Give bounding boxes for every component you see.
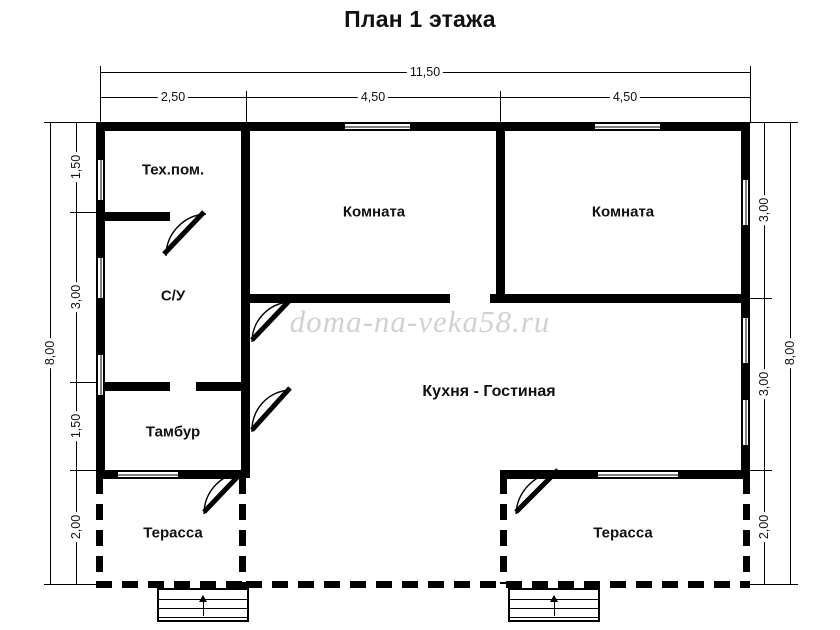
interior-wall-between-rooms bbox=[496, 122, 505, 303]
dim-ext-line bbox=[500, 97, 501, 123]
interior-wall-tech-bottom bbox=[96, 212, 170, 221]
door-tech-room bbox=[162, 212, 222, 266]
interior-wall-left-vertical-lower bbox=[241, 298, 250, 390]
window-left-bath bbox=[97, 258, 104, 298]
watermark: doma-na-veka58.ru bbox=[289, 304, 551, 339]
interior-wall-left-vertical-upper bbox=[241, 122, 250, 307]
door-kitchen-terrace bbox=[512, 470, 568, 524]
terrace-left-outline-bottom bbox=[96, 581, 246, 588]
dim-top-overall: 11,50 bbox=[407, 65, 443, 79]
window-bottom-vestibule bbox=[118, 471, 178, 478]
interior-wall-vestibule-vertical bbox=[241, 382, 250, 478]
window-bottom-kitchen bbox=[598, 471, 678, 478]
interior-wall-room-right-bottom bbox=[490, 294, 750, 303]
dim-top-seg-2: 4,50 bbox=[358, 90, 388, 104]
door-vestibule-inner bbox=[250, 388, 306, 444]
dim-right-seg-3: 2,00 bbox=[757, 512, 771, 542]
dim-right-overall: 8,00 bbox=[783, 338, 797, 368]
terrace-right-outline-bottom bbox=[246, 581, 750, 588]
dim-top-seg-1: 2,50 bbox=[158, 90, 188, 104]
dim-left-seg-3: 1,50 bbox=[69, 411, 83, 441]
dim-right-seg-1: 3,00 bbox=[757, 195, 771, 225]
stairs-right-terrace bbox=[508, 588, 600, 622]
window-left-tech bbox=[97, 160, 104, 200]
dim-right-seg-2: 3,00 bbox=[757, 369, 771, 399]
window-right-kitchen-upper bbox=[742, 318, 749, 363]
dim-left-seg-2: 3,00 bbox=[69, 282, 83, 312]
dim-ext-line bbox=[750, 584, 794, 585]
room-label-bathroom: С/У bbox=[160, 287, 186, 305]
dim-left-seg-4: 2,00 bbox=[69, 512, 83, 542]
room-label-terrace-left: Терасса bbox=[143, 524, 203, 542]
dim-ext-line bbox=[750, 72, 751, 122]
room-label-terrace-right: Терасса bbox=[593, 524, 653, 542]
terrace-left-outline-left bbox=[96, 478, 103, 588]
window-top-middle-room bbox=[345, 123, 410, 130]
room-label-tech-room: Тех.пом. bbox=[141, 161, 205, 179]
room-label-room-middle: Комната bbox=[342, 203, 406, 221]
interior-wall-bath-bottom-2 bbox=[196, 382, 250, 391]
dim-ext-line bbox=[246, 97, 247, 123]
window-right-kitchen-lower bbox=[742, 400, 749, 445]
dim-left-overall: 8,00 bbox=[43, 338, 57, 368]
interior-wall-bath-bottom bbox=[96, 382, 170, 391]
page-title: План 1 этажа bbox=[344, 6, 496, 32]
dim-left-seg-1: 1,50 bbox=[69, 152, 83, 182]
terrace-mid-outline bbox=[500, 478, 507, 584]
dim-ext-line bbox=[100, 72, 101, 122]
terrace-right-outline-right bbox=[743, 478, 750, 588]
window-right-room bbox=[742, 180, 749, 225]
dim-line-top-segments bbox=[100, 97, 750, 98]
stairs-left-terrace bbox=[157, 588, 249, 622]
dim-ext-line bbox=[50, 584, 100, 585]
room-label-room-right: Комната bbox=[591, 203, 655, 221]
door-vestibule-entry bbox=[200, 470, 256, 524]
window-top-right-room bbox=[595, 123, 660, 130]
room-label-vestibule: Тамбур bbox=[145, 423, 201, 441]
dim-ext-line bbox=[750, 122, 794, 123]
dim-top-seg-3: 4,50 bbox=[610, 90, 640, 104]
window-left-vestibule bbox=[97, 355, 104, 395]
terrace-left-outline-right bbox=[239, 478, 246, 588]
door-bathroom bbox=[250, 300, 306, 354]
room-label-kitchen-living: Кухня - Гостиная bbox=[422, 383, 556, 400]
dim-ext-line bbox=[50, 122, 100, 123]
